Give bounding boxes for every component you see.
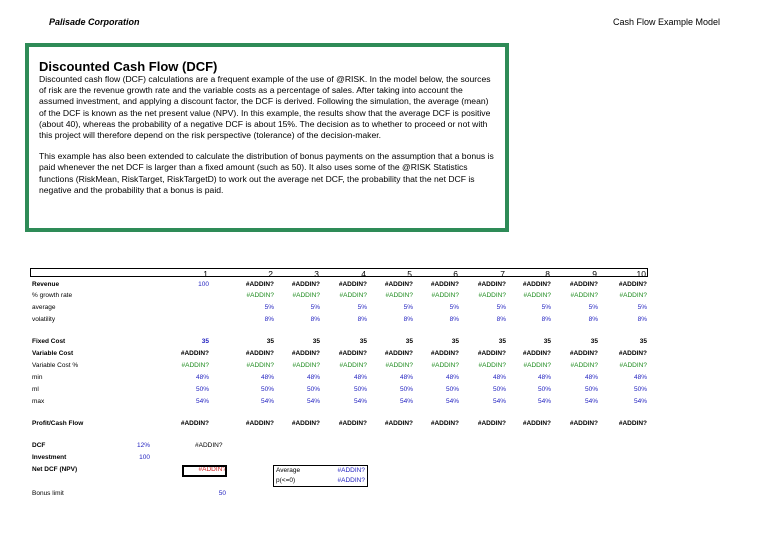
- row-min: [30, 373, 648, 384]
- table-cell[interactable]: 35: [451, 338, 459, 345]
- table-cell[interactable]: #ADDIN?: [478, 292, 506, 299]
- table-cell[interactable]: #ADDIN?: [430, 350, 459, 357]
- description-paragraph-2: This example has also been extended to calculate the distribution of bonus payments on the assumption that a bonus is paid whenever the net DCF is larger than a fixed amount (such as 50). It also uses some of the @RISK Statistics functions (RiskMean, RiskTarget, RiskTargetD) to work out the average net DCF, the probability that the net DCF is negative and the probability that a bonus is paid.: [39, 151, 494, 195]
- table-cell[interactable]: 5%: [310, 304, 320, 311]
- period-number: 4: [361, 269, 366, 279]
- table-cell[interactable]: 35: [590, 338, 598, 345]
- table-cell[interactable]: #ADDIN?: [291, 281, 320, 288]
- table-cell[interactable]: 8%: [264, 316, 274, 323]
- table-cell[interactable]: 48%: [353, 374, 367, 381]
- table-cell[interactable]: 54%: [353, 398, 367, 405]
- row-bonus: [30, 489, 648, 500]
- probability-value[interactable]: #ADDIN?: [337, 477, 365, 484]
- table-cell[interactable]: #ADDIN?: [292, 292, 320, 299]
- table-cell[interactable]: 8%: [449, 316, 459, 323]
- table-cell[interactable]: #ADDIN?: [618, 281, 647, 288]
- row-ml: [30, 385, 648, 396]
- table-cell[interactable]: #ADDIN?: [478, 362, 506, 369]
- table-cell[interactable]: 35: [266, 338, 274, 345]
- table-cell[interactable]: #ADDIN?: [430, 281, 459, 288]
- table-cell[interactable]: #ADDIN?: [245, 420, 274, 427]
- row-volatility: [30, 315, 648, 326]
- table-cell[interactable]: 48%: [492, 374, 506, 381]
- table-cell[interactable]: #ADDIN?: [338, 420, 367, 427]
- table-cell[interactable]: 50%: [353, 386, 367, 393]
- table-cell[interactable]: #ADDIN?: [522, 350, 551, 357]
- table-cell[interactable]: #ADDIN?: [570, 362, 598, 369]
- dcf-rate[interactable]: 12%: [136, 442, 150, 449]
- table-cell[interactable]: 54%: [260, 398, 274, 405]
- table-cell[interactable]: 50%: [584, 386, 598, 393]
- table-cell[interactable]: 5%: [496, 304, 506, 311]
- table-cell[interactable]: 48%: [399, 374, 413, 381]
- net-dcf-highlight: [182, 465, 227, 477]
- row-label: Investment: [32, 454, 67, 461]
- table-cell[interactable]: #ADDIN?: [338, 350, 367, 357]
- row-label: % growth rate: [32, 292, 73, 299]
- table-cell[interactable]: #ADDIN?: [569, 420, 598, 427]
- description-box: [25, 43, 509, 232]
- description-paragraph-1: Discounted cash flow (DCF) calculations are a frequent example of the use of @RISK. In the model below, the sources of risk are the revenue growth rate and the variable costs as a percentage of sales. After taking into account the assumed investment, and applying a discount factor, the DCF is derived. Following the simulation, the average (mean) of the DCF is known as the net present value (NPV). In this example, the results show that the average DCF is positive (about 40), whereas the probability of a negative DCF is about 15%. The decision as to whether to proceed or not with this project will therefore depend on the risk perspective (tolerance) of the decision-maker.: [39, 74, 491, 141]
- row-label: Net DCF (NPV): [32, 466, 78, 473]
- row-average: [30, 303, 648, 314]
- table-cell[interactable]: #ADDIN?: [431, 362, 459, 369]
- row-investment: [30, 453, 648, 464]
- table-cell[interactable]: #ADDIN?: [570, 292, 598, 299]
- table-cell[interactable]: 8%: [496, 316, 506, 323]
- table-cell[interactable]: #ADDIN?: [291, 420, 320, 427]
- table-cell[interactable]: #ADDIN?: [523, 292, 551, 299]
- average-label: Average: [276, 467, 301, 474]
- table-cell[interactable]: 54%: [445, 398, 459, 405]
- table-cell[interactable]: 8%: [637, 316, 647, 323]
- table-cell[interactable]: #ADDIN?: [180, 350, 209, 357]
- table-cell[interactable]: 35: [543, 338, 551, 345]
- table-cell[interactable]: #ADDIN?: [339, 362, 367, 369]
- table-cell[interactable]: #ADDIN?: [384, 281, 413, 288]
- table-cell[interactable]: #ADDIN?: [569, 350, 598, 357]
- table-cell[interactable]: 5%: [403, 304, 413, 311]
- dcf-value[interactable]: #ADDIN?: [195, 442, 223, 449]
- company-name: Palisade Corporation: [49, 17, 140, 27]
- table-cell[interactable]: #ADDIN?: [569, 281, 598, 288]
- period-number: 3: [314, 269, 319, 279]
- table-cell[interactable]: 8%: [403, 316, 413, 323]
- period-number: 5: [407, 269, 412, 279]
- table-cell[interactable]: 54%: [584, 398, 598, 405]
- table-cell[interactable]: 50%: [492, 386, 506, 393]
- table-cell[interactable]: #ADDIN?: [339, 292, 367, 299]
- table-cell[interactable]: 54%: [537, 398, 551, 405]
- table-cell[interactable]: #ADDIN?: [180, 420, 209, 427]
- table-cell[interactable]: 5%: [264, 304, 274, 311]
- table-cell[interactable]: #ADDIN?: [292, 362, 320, 369]
- period-number: 7: [500, 269, 505, 279]
- row-label: average: [32, 304, 56, 311]
- table-cell[interactable]: 48%: [537, 374, 551, 381]
- period-header-row: [30, 268, 648, 277]
- table-cell[interactable]: 8%: [588, 316, 598, 323]
- investment-value[interactable]: 100: [139, 454, 150, 461]
- period-number: 2: [268, 269, 273, 279]
- table-cell[interactable]: 54%: [633, 398, 647, 405]
- table-cell[interactable]: #ADDIN?: [619, 362, 647, 369]
- table-cell[interactable]: #ADDIN?: [619, 292, 647, 299]
- table-cell[interactable]: #ADDIN?: [431, 292, 459, 299]
- table-cell[interactable]: 8%: [541, 316, 551, 323]
- period-number: 6: [453, 269, 458, 279]
- row-label: Profit/Cash Flow: [32, 420, 84, 427]
- row-label: DCF: [32, 442, 46, 449]
- table-cell[interactable]: 48%: [260, 374, 274, 381]
- row-dcf: [30, 441, 648, 452]
- bonus-value[interactable]: 50: [218, 490, 226, 497]
- table-cell[interactable]: 35: [405, 338, 413, 345]
- row-label: Fixed Cost: [32, 338, 66, 345]
- period-number: 9: [592, 269, 597, 279]
- table-cell[interactable]: #ADDIN?: [245, 281, 274, 288]
- period-number: 8: [545, 269, 550, 279]
- table-cell[interactable]: #ADDIN?: [385, 292, 413, 299]
- table-cell[interactable]: 50%: [537, 386, 551, 393]
- table-cell[interactable]: 35: [639, 338, 647, 345]
- table-cell[interactable]: #ADDIN?: [477, 350, 506, 357]
- table-cell[interactable]: #ADDIN?: [181, 362, 209, 369]
- table-cell[interactable]: #ADDIN?: [384, 420, 413, 427]
- table-cell[interactable]: 50%: [260, 386, 274, 393]
- table-cell[interactable]: 48%: [445, 374, 459, 381]
- table-cell[interactable]: 48%: [584, 374, 598, 381]
- table-cell[interactable]: #ADDIN?: [385, 362, 413, 369]
- row-variable-cost-pct: [30, 361, 648, 372]
- table-cell[interactable]: #ADDIN?: [477, 281, 506, 288]
- row-label: min: [32, 374, 43, 381]
- row-profit: [30, 419, 648, 430]
- row-revenue: [30, 280, 648, 291]
- table-cell[interactable]: 48%: [195, 374, 209, 381]
- table-cell[interactable]: 35: [359, 338, 367, 345]
- table-cell[interactable]: 5%: [588, 304, 598, 311]
- table-cell[interactable]: #ADDIN?: [430, 420, 459, 427]
- table-cell[interactable]: #ADDIN?: [246, 362, 274, 369]
- table-cell[interactable]: #ADDIN?: [523, 362, 551, 369]
- table-cell[interactable]: 50%: [195, 386, 209, 393]
- table-cell[interactable]: 100: [198, 281, 209, 288]
- table-cell[interactable]: 8%: [357, 316, 367, 323]
- table-cell[interactable]: #ADDIN?: [522, 281, 551, 288]
- table-cell[interactable]: 50%: [399, 386, 413, 393]
- table-cell[interactable]: #ADDIN?: [246, 292, 274, 299]
- table-cell[interactable]: 54%: [306, 398, 320, 405]
- statistics-box: [273, 465, 368, 487]
- row-growth: [30, 291, 648, 302]
- table-cell[interactable]: #ADDIN?: [384, 350, 413, 357]
- table-cell[interactable]: 54%: [399, 398, 413, 405]
- table-cell[interactable]: #ADDIN?: [522, 420, 551, 427]
- description-title: Discounted Cash Flow (DCF): [39, 59, 218, 74]
- row-label: Bonus limit: [32, 490, 64, 497]
- probability-label: p(<=0): [276, 477, 296, 484]
- row-variable-cost: [30, 349, 648, 360]
- table-cell[interactable]: #ADDIN?: [245, 350, 274, 357]
- table-cell[interactable]: #ADDIN?: [618, 420, 647, 427]
- model-title: Cash Flow Example Model: [612, 17, 720, 27]
- table-cell[interactable]: 48%: [633, 374, 647, 381]
- table-cell[interactable]: 35: [312, 338, 320, 345]
- table-cell[interactable]: #ADDIN?: [477, 420, 506, 427]
- net-dcf-value[interactable]: #ADDIN?: [198, 466, 226, 473]
- table-cell[interactable]: 50%: [633, 386, 647, 393]
- row-label: ml: [32, 386, 39, 393]
- table-cell[interactable]: 48%: [306, 374, 320, 381]
- row-fixed-cost: [30, 337, 648, 348]
- table-cell[interactable]: 35: [498, 338, 506, 345]
- table-cell[interactable]: 54%: [492, 398, 506, 405]
- average-value[interactable]: #ADDIN?: [337, 467, 365, 474]
- table-cell[interactable]: 50%: [445, 386, 459, 393]
- table-cell[interactable]: 5%: [637, 304, 647, 311]
- row-label: max: [32, 398, 45, 405]
- table-cell[interactable]: #ADDIN?: [291, 350, 320, 357]
- table-cell[interactable]: 35: [201, 338, 209, 345]
- table-cell[interactable]: 5%: [449, 304, 459, 311]
- table-cell[interactable]: 50%: [306, 386, 320, 393]
- row-label: volatility: [32, 316, 56, 323]
- row-label: Variable Cost: [32, 350, 74, 357]
- table-cell[interactable]: #ADDIN?: [338, 281, 367, 288]
- table-cell[interactable]: #ADDIN?: [618, 350, 647, 357]
- row-max: [30, 397, 648, 408]
- table-cell[interactable]: 5%: [357, 304, 367, 311]
- table-cell[interactable]: 5%: [541, 304, 551, 311]
- table-cell[interactable]: 8%: [310, 316, 320, 323]
- row-label: Variable Cost %: [32, 362, 79, 369]
- table-cell[interactable]: 54%: [195, 398, 209, 405]
- row-label: Revenue: [32, 281, 60, 288]
- period-number: 10: [636, 269, 646, 279]
- period-number: 1: [203, 269, 208, 279]
